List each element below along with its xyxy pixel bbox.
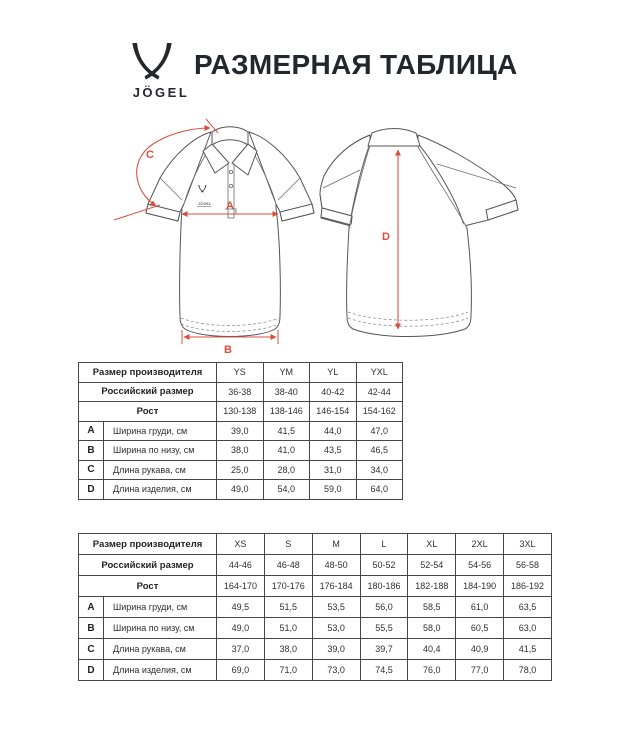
measurement-row [79, 421, 403, 441]
measure-letter: B [79, 618, 104, 639]
size-value: 54-56 [456, 555, 504, 576]
measure-value: 37,0 [217, 639, 265, 660]
measurement-row [79, 639, 552, 660]
size-value: 176-184 [312, 576, 360, 597]
size-value: 154-162 [356, 402, 403, 422]
measurement-row [79, 480, 403, 500]
measurement-row [79, 618, 552, 639]
size-value: 184-190 [456, 576, 504, 597]
row-label: Размер производителя [79, 534, 217, 555]
size-value: YM [263, 363, 310, 383]
size-value: XL [408, 534, 456, 555]
header-row [79, 555, 552, 576]
measure-value: 47,0 [356, 421, 403, 441]
measure-value: 61,0 [456, 597, 504, 618]
row-label: Рост [79, 402, 217, 422]
measure-value: 41,5 [504, 639, 552, 660]
measure-value: 55,5 [360, 618, 408, 639]
measure-value: 54,0 [263, 480, 310, 500]
measure-letter: A [79, 421, 104, 441]
measure-value: 40,9 [456, 639, 504, 660]
measure-name: Ширина по низу, см [104, 441, 217, 461]
measure-value: 41,5 [263, 421, 310, 441]
measure-value: 28,0 [263, 460, 310, 480]
measure-name: Ширина груди, см [104, 421, 217, 441]
measurement-row [79, 660, 552, 681]
measure-value: 53,0 [312, 618, 360, 639]
size-value: 130-138 [217, 402, 264, 422]
measure-name: Ширина по низу, см [104, 618, 217, 639]
measure-value: 58,0 [408, 618, 456, 639]
measure-value: 56,0 [360, 597, 408, 618]
back-shirt-drawing [320, 129, 518, 337]
size-value: YXL [356, 363, 403, 383]
measure-value: 40,4 [408, 639, 456, 660]
jogel-logo-icon [131, 39, 173, 85]
measure-value: 71,0 [264, 660, 312, 681]
measure-letter: C [79, 639, 104, 660]
size-value: 182-188 [408, 576, 456, 597]
measure-value: 51,0 [264, 618, 312, 639]
measure-value: 41,0 [263, 441, 310, 461]
measure-value: 49,0 [217, 618, 265, 639]
size-value: 3XL [504, 534, 552, 555]
size-value: XS [217, 534, 265, 555]
measure-value: 58,5 [408, 597, 456, 618]
row-label: Рост [79, 576, 217, 597]
measure-name: Длина рукава, см [104, 639, 217, 660]
measure-value: 74,5 [360, 660, 408, 681]
size-value: 42-44 [356, 382, 403, 402]
size-value: 56-58 [504, 555, 552, 576]
size-value: 50-52 [360, 555, 408, 576]
header-row [79, 534, 552, 555]
measure-letter: A [79, 597, 104, 618]
size-value: 186-192 [504, 576, 552, 597]
header-row [79, 363, 403, 383]
label-b: B [224, 344, 232, 356]
measure-value: 43,5 [310, 441, 357, 461]
size-value: YS [217, 363, 264, 383]
label-c: C [146, 149, 154, 161]
size-value: 38-40 [263, 382, 310, 402]
measure-value: 76,0 [408, 660, 456, 681]
measure-value: 53,5 [312, 597, 360, 618]
size-value: S [264, 534, 312, 555]
size-value: 2XL [456, 534, 504, 555]
adult-size-table [78, 533, 552, 681]
measure-value: 59,0 [310, 480, 357, 500]
header-row [79, 402, 403, 422]
measure-value: 60,5 [456, 618, 504, 639]
size-value: 48-50 [312, 555, 360, 576]
measure-letter: D [79, 660, 104, 681]
page-title: РАЗМЕРНАЯ ТАБЛИЦА [194, 49, 518, 80]
measure-name: Длина изделия, см [104, 660, 217, 681]
measure-name: Ширина груди, см [104, 597, 217, 618]
size-value: 36-38 [217, 382, 264, 402]
size-value: L [360, 534, 408, 555]
measure-value: 73,0 [312, 660, 360, 681]
measure-value: 64,0 [356, 480, 403, 500]
measure-value: 63,5 [504, 597, 552, 618]
measure-value: 78,0 [504, 660, 552, 681]
measure-value: 51,5 [264, 597, 312, 618]
measure-value: 39,0 [312, 639, 360, 660]
chest-logo-text: JÖGEL [198, 202, 212, 206]
measure-value: 77,0 [456, 660, 504, 681]
measure-value: 63,0 [504, 618, 552, 639]
youth-size-table [78, 362, 403, 500]
size-value: 52-54 [408, 555, 456, 576]
measurement-row [79, 597, 552, 618]
measure-value: 49,5 [217, 597, 265, 618]
size-value: 138-146 [263, 402, 310, 422]
row-label: Российский размер [79, 555, 217, 576]
measure-value: 34,0 [356, 460, 403, 480]
header-row [79, 382, 403, 402]
row-label: Российский размер [79, 382, 217, 402]
size-value: 40-42 [310, 382, 357, 402]
measure-letter: C [79, 460, 104, 480]
measure-value: 39,7 [360, 639, 408, 660]
measure-value: 38,0 [217, 441, 264, 461]
measure-value: 25,0 [217, 460, 264, 480]
size-value: 180-186 [360, 576, 408, 597]
brand-wordmark: JÖGEL [132, 85, 190, 100]
measure-letter: B [79, 441, 104, 461]
header-row [79, 576, 552, 597]
measure-value: 49,0 [217, 480, 264, 500]
measure-name: Длина изделия, см [104, 480, 217, 500]
measurement-row [79, 460, 403, 480]
size-value: 146-154 [310, 402, 357, 422]
size-value: 170-176 [264, 576, 312, 597]
measure-value: 38,0 [264, 639, 312, 660]
label-a: A [226, 200, 234, 212]
measure-value: 69,0 [217, 660, 265, 681]
measure-name: Длина рукава, см [104, 460, 217, 480]
row-label: Размер производителя [79, 363, 217, 383]
measurement-row [79, 441, 403, 461]
size-value: YL [310, 363, 357, 383]
front-shirt-drawing [146, 127, 314, 337]
measure-value: 46,5 [356, 441, 403, 461]
polo-back-diagram [316, 112, 524, 352]
size-value: 164-170 [217, 576, 265, 597]
size-value: 44-46 [217, 555, 265, 576]
measure-value: 31,0 [310, 460, 357, 480]
polo-front-diagram [110, 116, 324, 356]
measure-value: 39,0 [217, 421, 264, 441]
measure-value: 44,0 [310, 421, 357, 441]
measure-letter: D [79, 480, 104, 500]
label-d: D [382, 231, 390, 243]
size-value: M [312, 534, 360, 555]
size-value: 46-48 [264, 555, 312, 576]
